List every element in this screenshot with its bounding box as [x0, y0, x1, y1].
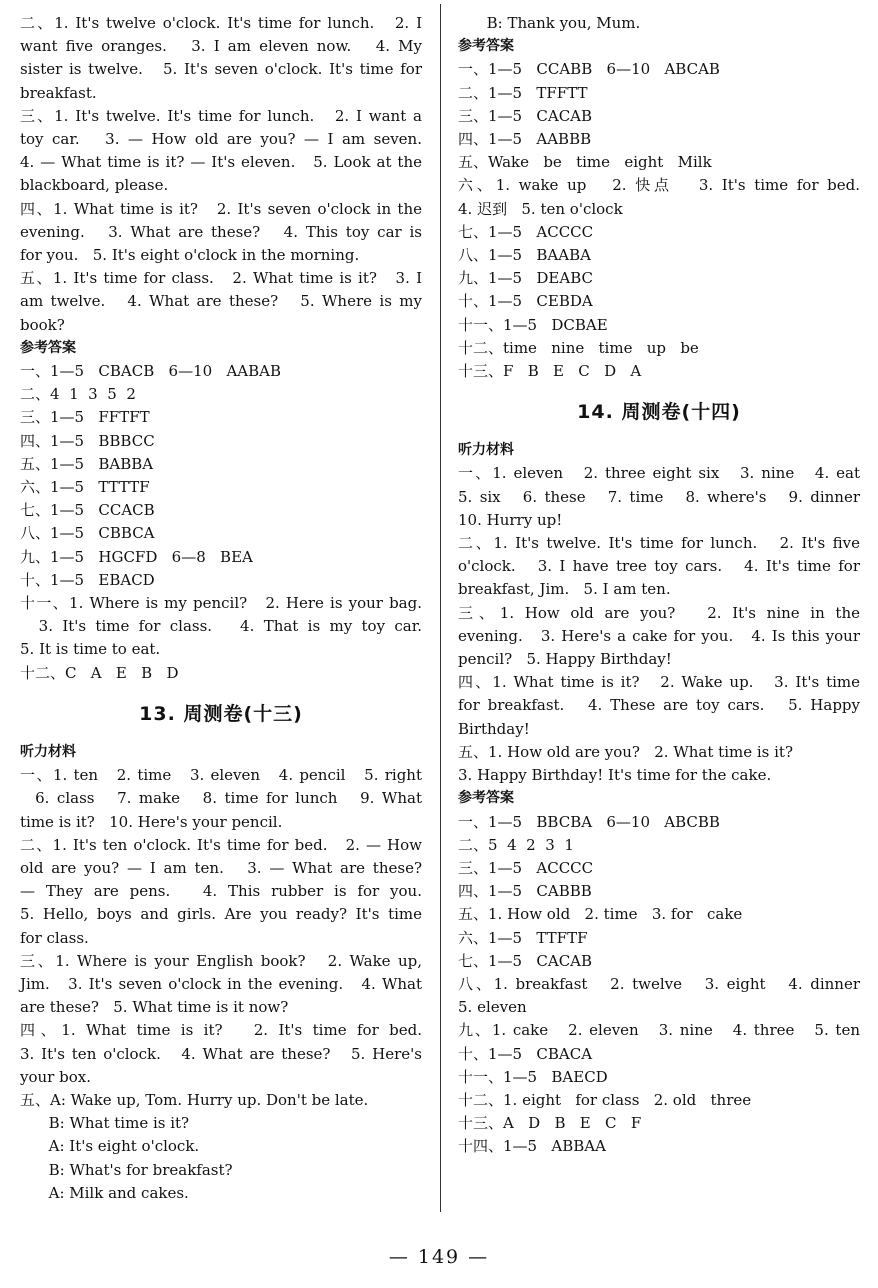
text-line: 4. — What time is it? — It's eleven. 5. Look at the [20, 153, 422, 172]
text-line: am twelve. 4. What are these? 5. Where is my [20, 292, 422, 311]
answers-heading: 参考答案 [458, 38, 514, 55]
text-line: 二、1. It's ten o'clock. It's time for bed. 2. — How [20, 835, 422, 854]
text-line: B: What's for breakfast? [20, 1160, 233, 1179]
text-line: 三、1. How old are you? 2. It's nine in the [458, 603, 860, 622]
text-line: evening. 3. Here's a cake for you. 4. Is this your [458, 626, 860, 645]
text-line: 5. Hello, boys and girls. Are you ready? It's time [20, 905, 422, 924]
answer-list [20, 360, 422, 685]
listening-heading: 听力材料 [458, 442, 514, 459]
text-line: 七、1—5 CACAB [458, 951, 593, 970]
listening-text-block [20, 764, 422, 1205]
text-line: 三、1—5 CACAB [458, 106, 593, 125]
text-line: want five oranges. 3. I am eleven now. 4. My [20, 37, 422, 56]
text-line: 3. Happy Birthday! It's time for the cake. [458, 766, 772, 785]
text-line: blackboard, please. [20, 176, 169, 195]
answer-list [458, 811, 860, 1159]
text-line: breakfast. [20, 83, 97, 102]
text-line: pencil? 5. Happy Birthday! [458, 650, 672, 669]
text-line: 三、1. Where is your English book? 2. Wake up, [20, 951, 422, 970]
answer-text-block [20, 12, 422, 337]
text-line: 一、1. eleven 2. three eight six 3. nine 4. eat [458, 464, 860, 483]
text-line: are these? 5. What time is it now? [20, 998, 289, 1017]
text-line: 一、1—5 CBACB 6—10 AABAB [20, 362, 282, 381]
text-line: 4. 迟到 5. ten o'clock [458, 199, 623, 218]
text-line: 5. It is time to eat. [20, 640, 161, 659]
text-line: 四、1. What time is it? 2. It's time for bed. [20, 1021, 422, 1040]
text-line: 五、1. It's time for class. 2. What time is it? 3. I [20, 269, 422, 288]
text-line: 3. It's ten o'clock. 4. What are these? 5. Here's [20, 1044, 422, 1063]
text-line: A: Milk and cakes. [20, 1183, 189, 1202]
text-line: 八、1—5 CBBCA [20, 524, 155, 543]
text-line: 四、1—5 CABBB [458, 882, 592, 901]
dialog-line: B: Thank you, Mum. [458, 14, 641, 32]
text-line: 十二、time nine time up be [458, 338, 699, 357]
left-column [20, 12, 422, 1205]
text-line: 九、1—5 HGCFD 6—8 BEA [20, 547, 253, 566]
right-column [458, 12, 860, 1159]
page-number: — 149 — [388, 1246, 490, 1268]
text-line: 5. six 6. these 7. time 8. where's 9. dinner [458, 487, 860, 506]
section-title-13: 13. 周测卷(十三) [139, 702, 303, 725]
text-line: 一、1. ten 2. time 3. eleven 4. pencil 5. right [20, 766, 422, 785]
text-line: 六、1—5 TTFTF [458, 928, 588, 947]
text-line: for breakfast. 4. These are toy cars. 5. Happy [458, 696, 860, 715]
text-line: 七、1—5 ACCCC [458, 222, 594, 241]
text-line: 六、1—5 TTTTF [20, 478, 150, 497]
text-line: 二、5 4 2 3 1 [458, 835, 574, 854]
listening-heading: 听力材料 [20, 743, 76, 760]
answer-list [458, 58, 860, 383]
text-line: 5. eleven [458, 998, 527, 1017]
text-line: B: What time is it? [20, 1114, 190, 1133]
text-line: 二、4 1 3 5 2 [20, 385, 136, 404]
text-line: 五、1. How old are you? 2. What time is it? [458, 742, 793, 761]
text-line: 五、A: Wake up, Tom. Hurry up. Don't be late. [20, 1090, 369, 1109]
text-line: sister is twelve. 5. It's seven o'clock. It's time for [20, 60, 422, 79]
text-line: 一、1—5 CCABB 6—10 ABCAB [458, 60, 720, 79]
text-line: 五、1—5 BABBA [20, 454, 154, 473]
column-divider [440, 4, 441, 1212]
answers-heading: 参考答案 [20, 339, 76, 356]
text-line: 十、1—5 EBACD [20, 570, 155, 589]
text-line: 六、1. wake up 2. 快点 3. It's time for bed. [458, 176, 860, 195]
text-line: 10. Hurry up! [458, 510, 563, 529]
text-line: 五、Wake be time eight Milk [458, 153, 712, 172]
answers-heading: 参考答案 [458, 790, 514, 807]
text-line: time is it? 10. Here's your pencil. [20, 812, 283, 831]
text-line: 四、1. What time is it? 2. Wake up. 3. It's time [458, 673, 860, 692]
text-line: 3. It's time for class. 4. That is my toy car. [20, 617, 423, 636]
text-line: 二、1—5 TFFTT [458, 83, 588, 102]
text-line: A: It's eight o'clock. [20, 1137, 200, 1156]
text-line: 十二、1. eight for class 2. old three [458, 1090, 752, 1109]
text-line: 九、1. cake 2. eleven 3. nine 4. three 5. ten [458, 1021, 860, 1040]
text-line: evening. 3. What are these? 4. This toy car is [20, 222, 422, 241]
text-line: old are you? — I am ten. 3. — What are these? [20, 858, 422, 877]
text-line: 十二、C A E B D [20, 663, 179, 682]
text-line: 八、1—5 BAABA [458, 246, 591, 265]
text-line: 二、1. It's twelve o'clock. It's time for lunch. 2. I [20, 14, 422, 32]
text-line: for class. [20, 928, 89, 947]
text-line: 七、1—5 CCACB [20, 501, 155, 520]
text-line: 十一、1—5 DCBAE [458, 315, 608, 334]
listening-text-block [458, 462, 860, 787]
text-line: 四、1. What time is it? 2. It's seven o'clock in the [20, 199, 422, 218]
text-line: 三、1. It's twelve. It's time for lunch. 2. I want a [20, 106, 422, 125]
text-line: toy car. 3. — How old are you? — I am seven. [20, 130, 422, 149]
text-line: 三、1—5 FFTFT [20, 408, 150, 427]
text-line: 五、1. How old 2. time 3. for cake [458, 905, 743, 924]
text-line: 三、1—5 ACCCC [458, 858, 594, 877]
text-line: 十一、1—5 BAECD [458, 1067, 608, 1086]
text-line: 八、1. breakfast 2. twelve 3. eight 4. dinner [458, 974, 860, 993]
text-line: 九、1—5 DEABC [458, 269, 593, 288]
text-line: Birthday! [458, 719, 530, 738]
text-line: book? [20, 315, 65, 334]
text-line: 一、1—5 BBCBA 6—10 ABCBB [458, 812, 720, 831]
text-line: 6. class 7. make 8. time for lunch 9. What [20, 789, 422, 808]
text-line: 四、1—5 BBBCC [20, 431, 155, 450]
text-line: 四、1—5 AABBB [458, 130, 592, 149]
text-line: 十四、1—5 ABBAA [458, 1137, 606, 1156]
text-line: 十一、1. Where is my pencil? 2. Here is your bag. [20, 594, 422, 613]
text-line: o'clock. 3. I have tree toy cars. 4. It's time for [458, 557, 860, 576]
text-line: 二、1. It's twelve. It's time for lunch. 2. It's five [458, 534, 860, 553]
text-line: breakfast, Jim. 5. I am ten. [458, 580, 671, 599]
text-line: 十、1—5 CEBDA [458, 292, 593, 311]
text-line: — They are pens. 4. This rubber is for you. [20, 882, 422, 901]
text-line: 十、1—5 CBACA [458, 1044, 593, 1063]
text-line: for you. 5. It's eight o'clock in the morning. [20, 246, 360, 265]
text-line: 十三、F B E C D A [458, 362, 642, 381]
text-line: your box. [20, 1067, 91, 1086]
section-title-14: 14. 周测卷(十四) [577, 401, 741, 424]
text-line: Jim. 3. It's seven o'clock in the evening. 4. What [20, 974, 422, 993]
text-line: 十三、A D B E C F [458, 1114, 642, 1133]
